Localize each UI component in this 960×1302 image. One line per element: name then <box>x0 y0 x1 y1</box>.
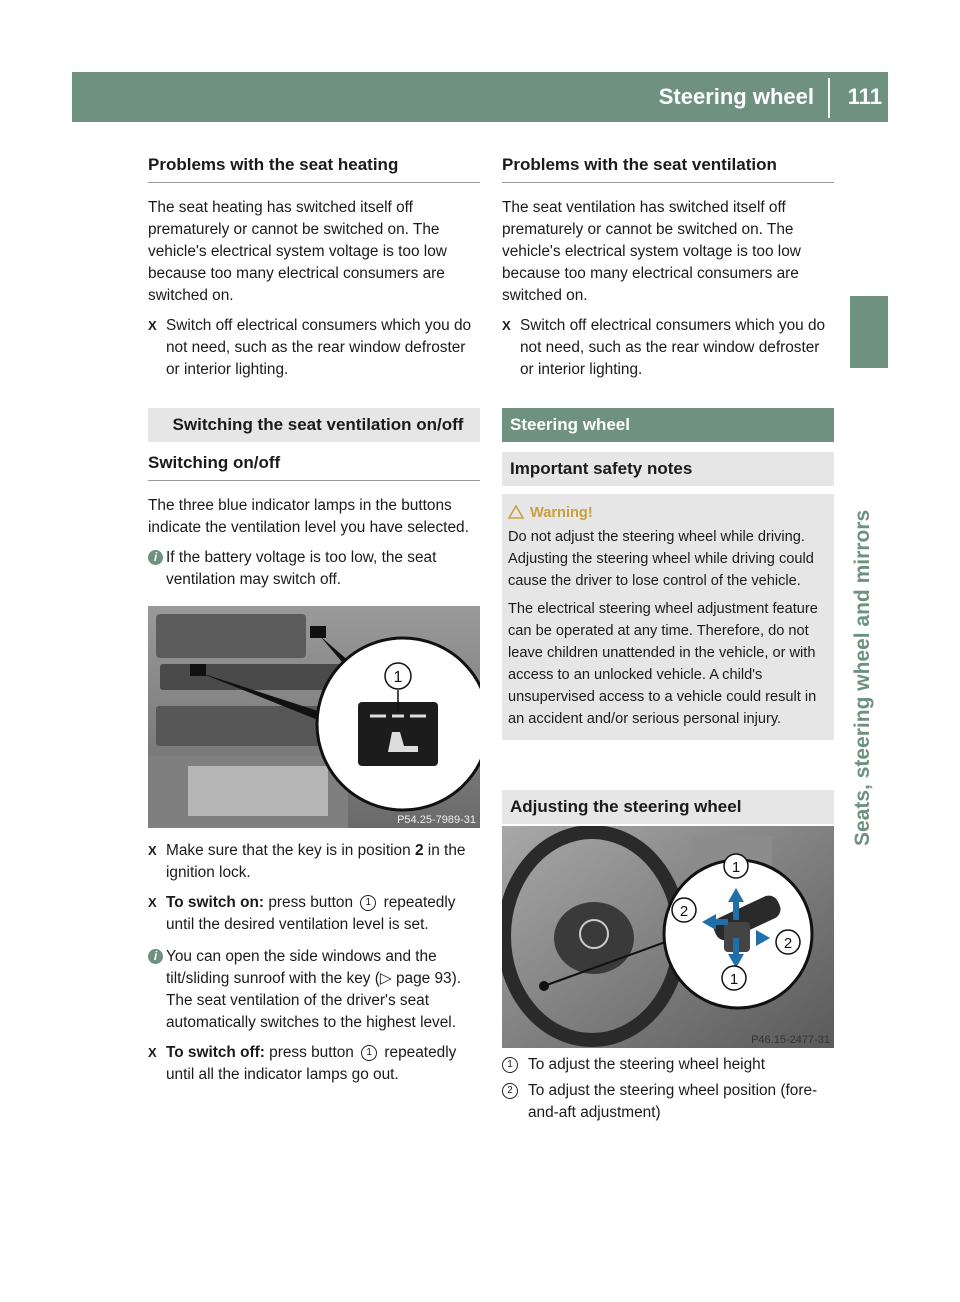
band-steering-wheel: Steering wheel <box>502 408 834 442</box>
step-key-position <box>148 840 480 884</box>
warning-box <box>502 494 834 740</box>
legend-item <box>502 1054 834 1076</box>
right-column-steering <box>502 408 834 740</box>
heating-paragraph: The seat heating has switched itself off prematurely or cannot be switched on. The vehicle's electrical system voltage is too low because too many electrical consumers are switched on. <box>148 199 447 304</box>
side-chapter-label <box>851 376 889 846</box>
ventilation-paragraph: The seat ventilation has switched itself off prematurely or cannot be switched on. The vehicle's electrical system voltage is too low because too many electrical consumers are switched on. <box>502 199 801 304</box>
header-separator <box>828 78 830 118</box>
info-note-sunroof-text: You can open the side windows and the tilt/sliding sunroof with the key (▷ page 93). The seat ventilation of the driver's seat automatically switches to the highest level. <box>166 948 461 1031</box>
side-chapter-text: Seats, steering wheel and mirrors <box>851 509 874 846</box>
heading-seat-heating-problems: Problems with the seat heating <box>148 154 480 183</box>
page-header-bar <box>72 72 888 122</box>
warning-title: Warning! <box>530 505 593 521</box>
callout-ref: 1 <box>361 1045 377 1061</box>
callout-1-top: 1 <box>731 859 741 876</box>
figure-steering-wheel-adjust <box>502 826 834 1048</box>
right-column-adjust <box>502 790 834 824</box>
warning-header <box>508 502 828 524</box>
callout-2-left: 2 <box>679 903 689 920</box>
callout-1-bottom: 1 <box>729 971 739 988</box>
band-important-safety-notes: Important safety notes <box>502 452 834 486</box>
figure-seat-ventilation-button <box>148 606 480 828</box>
heading-seat-ventilation-problems: Problems with the seat ventilation <box>502 154 834 183</box>
left-column <box>148 154 480 389</box>
left-column-ventilation <box>148 408 480 599</box>
warning-paragraph-2: The electrical steering wheel adjustment feature can be operated at any time. Therefore, do not leave children unattended in the vehicle, or with access to an unlocked vehicle. A child's unsupervised access to a vehicle could result in an accident and/or serious personal injury. <box>508 601 818 727</box>
callout-ref: 1 <box>360 895 376 911</box>
side-tab-marker <box>850 296 888 368</box>
callout-2-right: 2 <box>783 935 793 952</box>
figure-code: P46.15-2477-31 <box>751 1034 830 1046</box>
warning-triangle-icon <box>508 505 524 519</box>
console-illustration <box>148 606 480 828</box>
right-column <box>502 154 834 389</box>
band-switching-ventilation: Switching the seat ventilation on/off <box>148 408 480 442</box>
ventilation-bullet: X Switch off electrical consumers which you do not need, such as the rear window defroster or interior lighting. <box>502 315 834 381</box>
section-title: Steering wheel <box>658 84 814 109</box>
legend-text: To adjust the steering wheel height <box>528 1056 765 1073</box>
step-switch-on <box>148 892 480 936</box>
page-number: 111 <box>847 84 882 109</box>
heating-bullet: X Switch off electrical consumers which you do not need, such as the rear window defroster or interior lighting. <box>148 315 480 381</box>
info-icon: i <box>148 949 163 964</box>
band-adjusting-steering-wheel: Adjusting the steering wheel <box>502 790 834 824</box>
info-note-battery-text: If the battery voltage is too low, the seat ventilation may switch off. <box>166 549 437 588</box>
left-column-steps <box>148 840 480 1094</box>
legend-item <box>502 1080 834 1124</box>
step-switch-off <box>148 1042 480 1086</box>
legend-number: 1 <box>502 1057 518 1073</box>
info-note-battery <box>148 547 480 591</box>
switch-on-pre: press button <box>264 894 358 911</box>
switch-on-label: To switch on: <box>166 894 265 911</box>
switch-off-post: repeatedly until all the indicator lamps go out. <box>166 1044 457 1083</box>
onoff-paragraph: The three blue indicator lamps in the buttons indicate the ventilation level you have selected. <box>148 497 469 536</box>
info-note-sunroof <box>148 946 480 1034</box>
callout-number: 1 <box>393 669 403 686</box>
switch-on-post: repeatedly until the desired ventilation level is set. <box>166 894 456 933</box>
step-key-post: in the ignition lock. <box>166 842 466 881</box>
legend-text: To adjust the steering wheel position (fore-and-aft adjustment) <box>528 1082 818 1121</box>
warning-paragraph-1: Do not adjust the steering wheel while driving. Adjusting the steering wheel while driving could cause the driver to lose control of the vehicle. <box>508 529 814 589</box>
switch-off-pre: press button <box>264 1044 359 1061</box>
switch-off-label: To switch off: <box>166 1044 265 1061</box>
steering-illustration <box>502 826 834 1048</box>
figure-legend <box>502 1054 834 1128</box>
heading-switching-on-off: Switching on/off <box>148 452 480 481</box>
step-key-pre: Make sure that the key is in position <box>166 842 415 859</box>
info-icon: i <box>148 550 163 565</box>
legend-number: 2 <box>502 1083 518 1099</box>
key-position-value: 2 <box>414 842 424 859</box>
figure-code: P54.25-7989-31 <box>397 814 476 826</box>
